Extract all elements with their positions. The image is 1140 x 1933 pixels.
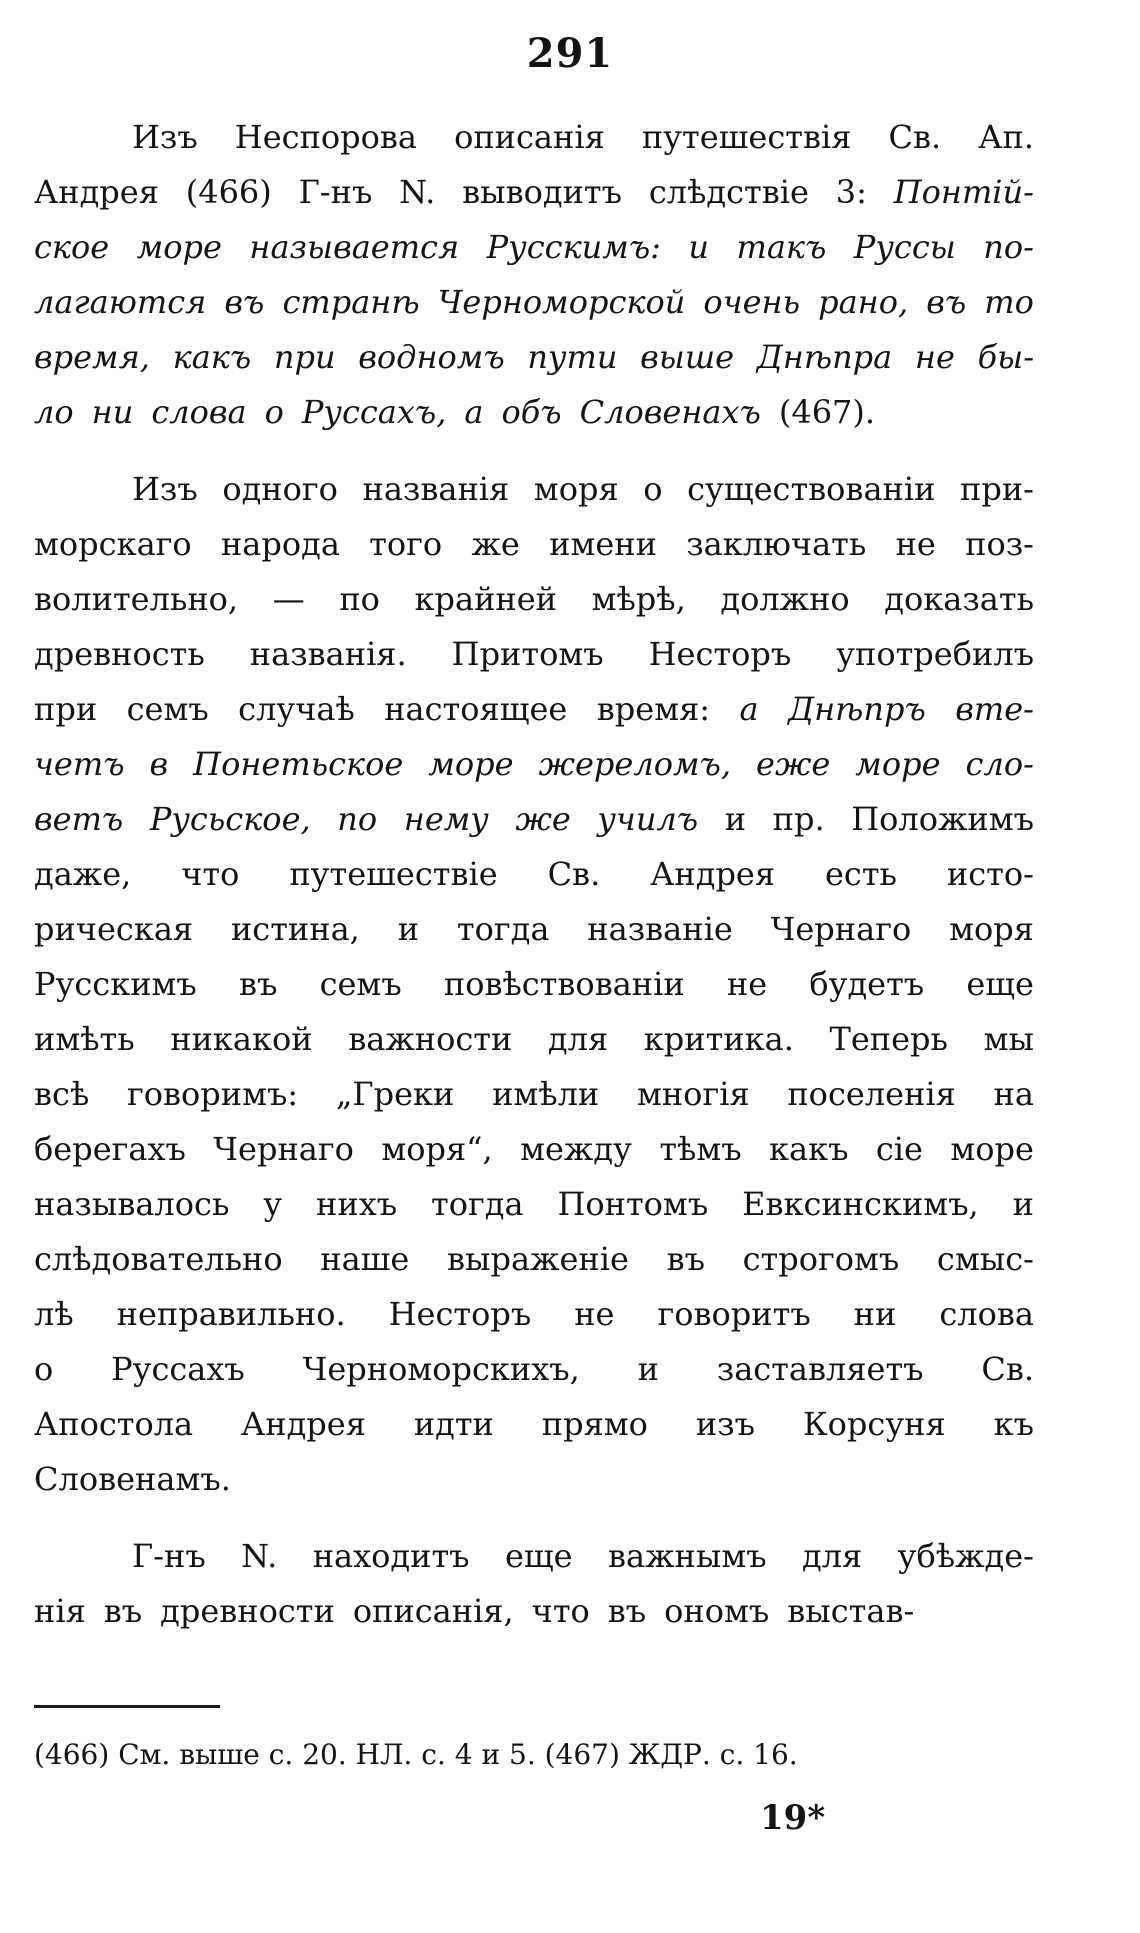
word: лагаются — [34, 283, 207, 321]
word: же — [515, 800, 571, 838]
paragraph-gap — [34, 1507, 1034, 1529]
word: одного — [222, 470, 338, 508]
word: Апостола — [34, 1405, 194, 1443]
word: Руссахъ, — [301, 393, 447, 431]
word: даже, — [34, 855, 132, 893]
word: Днѣпра — [756, 338, 893, 376]
word: рическая — [34, 910, 194, 948]
word: и — [637, 1350, 659, 1388]
word: по — [339, 580, 380, 618]
paragraph — [34, 1529, 1034, 1639]
word: пр. — [772, 800, 825, 838]
word: тогда — [431, 1185, 524, 1223]
word: на — [993, 1075, 1034, 1113]
word: заключать — [686, 525, 867, 563]
word: въ — [607, 1592, 647, 1630]
word: смыс- — [936, 1240, 1034, 1278]
word: что — [531, 1592, 590, 1630]
page-number: 291 — [526, 30, 614, 77]
word: рано, — [818, 283, 909, 321]
word: по- — [983, 228, 1034, 266]
paragraph — [34, 462, 1034, 1507]
text-line — [34, 1067, 1034, 1122]
word: еже — [756, 745, 831, 783]
text-line — [34, 462, 1034, 517]
word: выраженіе — [447, 1240, 629, 1278]
word: между — [520, 1130, 632, 1168]
word: время: — [596, 690, 711, 728]
word: Русьское, — [149, 800, 311, 838]
word: въ — [666, 1240, 705, 1278]
word: выше — [640, 338, 735, 376]
word: сіе — [875, 1130, 923, 1168]
word: убѣжде- — [897, 1537, 1034, 1575]
word: наше — [320, 1240, 410, 1278]
word: неправильно. — [116, 1295, 346, 1333]
word: Положимъ — [851, 800, 1034, 838]
word: тѣмъ — [659, 1130, 742, 1168]
word: при- — [960, 470, 1034, 508]
word: что — [181, 855, 240, 893]
text-line — [34, 517, 1034, 572]
text-line — [34, 682, 1034, 737]
word: не — [726, 965, 768, 1003]
word: о — [264, 393, 284, 431]
word: для — [547, 1020, 609, 1058]
word: N. — [399, 173, 436, 211]
word: для — [802, 1537, 863, 1575]
word: въ — [224, 283, 265, 321]
text-line — [34, 572, 1034, 627]
word: какъ — [768, 1130, 849, 1168]
word: какъ — [172, 338, 252, 376]
word: ское — [34, 228, 110, 266]
word: лѣ — [34, 1295, 74, 1333]
word: Г-нъ — [132, 1537, 206, 1575]
word: описанія — [454, 118, 605, 156]
word: (466) — [185, 173, 272, 211]
word: не — [574, 1295, 615, 1333]
word: народа — [220, 525, 340, 563]
word: мы — [983, 1020, 1034, 1058]
word: Черноморской — [437, 283, 686, 321]
word: Чернаго — [770, 910, 912, 948]
word: и — [688, 228, 709, 266]
word: говоримъ: — [126, 1075, 299, 1113]
word: при — [273, 338, 336, 376]
text-line — [34, 902, 1034, 957]
word: еще — [504, 1537, 573, 1575]
word: пути — [527, 338, 618, 376]
word: имѣть — [34, 1020, 135, 1058]
word: тогда — [456, 910, 550, 948]
word: время, — [34, 338, 150, 376]
word: никакой — [170, 1020, 313, 1058]
footnote-rule — [34, 1705, 220, 1708]
word: должно — [720, 580, 850, 618]
word: того — [369, 525, 443, 563]
word: нихъ — [316, 1185, 398, 1223]
text-line — [34, 330, 1034, 385]
word: ло — [34, 393, 74, 431]
word: идти — [413, 1405, 494, 1443]
word: в — [149, 745, 169, 783]
word: Понетьское — [193, 745, 404, 783]
word: Евксинскимъ, — [742, 1185, 979, 1223]
word: и — [724, 800, 747, 838]
text-line — [34, 1397, 1034, 1452]
text-line — [34, 1529, 1034, 1584]
word: названія. — [249, 635, 407, 673]
word: Теперь — [829, 1020, 948, 1058]
word: Словенахъ — [579, 393, 761, 431]
word: истина, — [230, 910, 360, 948]
word: Ап. — [978, 118, 1034, 156]
word: Чернаго — [213, 1130, 354, 1168]
word: имѣли — [492, 1075, 600, 1113]
word: объ — [501, 393, 562, 431]
word: Св. — [888, 118, 942, 156]
word: доказать — [884, 580, 1034, 618]
signature-mark: 19* — [760, 1798, 826, 1838]
word: есть — [824, 855, 897, 893]
word: при — [34, 690, 98, 728]
word: „Греки — [335, 1075, 455, 1113]
word: Притомъ — [451, 635, 604, 673]
word: крайней — [414, 580, 557, 618]
word: Руссы — [853, 228, 956, 266]
word: Г-нъ — [298, 173, 373, 211]
word: случаѣ — [238, 690, 355, 728]
word: выводитъ — [462, 173, 622, 211]
word: названіе — [587, 910, 733, 948]
word: (467). — [778, 393, 876, 431]
word: ни — [91, 393, 134, 431]
word: Св. — [981, 1350, 1034, 1388]
word: въ — [926, 283, 967, 321]
text-line — [34, 1452, 1034, 1507]
text-line — [34, 792, 1034, 847]
word: говоритъ — [657, 1295, 811, 1333]
word: Корсуня — [802, 1405, 946, 1443]
word: странѣ — [282, 283, 420, 321]
word: училъ — [597, 800, 699, 838]
word: слова — [939, 1295, 1034, 1333]
word: исто- — [946, 855, 1034, 893]
word: волительно, — [34, 580, 239, 618]
word: путешествіе — [289, 855, 498, 893]
word: настоящее — [384, 690, 568, 728]
word: въ — [103, 1592, 143, 1630]
text-line — [34, 275, 1034, 330]
word: семъ — [126, 690, 209, 728]
word: же — [471, 525, 520, 563]
word: Понтій- — [893, 173, 1034, 211]
word: прямо — [541, 1405, 648, 1443]
word: водномъ — [358, 338, 505, 376]
text-line — [34, 385, 1034, 440]
word: нія — [34, 1592, 86, 1630]
word: морскаго — [34, 525, 192, 563]
word: моря“, — [381, 1130, 493, 1168]
word: называлось — [34, 1185, 230, 1223]
word: въ — [238, 965, 278, 1003]
word: — — [272, 580, 305, 618]
word: море — [428, 745, 514, 783]
word: строгомъ — [742, 1240, 900, 1278]
word: къ — [993, 1405, 1034, 1443]
word: древность — [34, 635, 205, 673]
word: о — [643, 470, 663, 508]
word: моря — [949, 910, 1034, 948]
word: то — [984, 283, 1034, 321]
word: а — [739, 690, 759, 728]
word: и — [397, 910, 420, 948]
word: четъ — [34, 745, 125, 783]
word: ономъ — [664, 1592, 770, 1630]
text-line — [34, 220, 1034, 275]
text-line — [34, 1177, 1034, 1232]
word: ни — [853, 1295, 897, 1333]
word: употребилъ — [836, 635, 1034, 673]
word: мѣрѣ, — [591, 580, 686, 618]
word: названія — [362, 470, 510, 508]
word: многія — [636, 1075, 750, 1113]
word: 3: — [835, 173, 867, 211]
word: не — [914, 338, 955, 376]
word: Словенамъ. — [34, 1460, 231, 1498]
body-text — [34, 110, 1034, 1639]
word: будетъ — [809, 965, 925, 1003]
word: выстав- — [787, 1592, 915, 1630]
text-line — [34, 165, 1034, 220]
text-line — [34, 1012, 1034, 1067]
word: слѣдовательно — [34, 1240, 283, 1278]
text-line — [34, 737, 1034, 792]
word: такъ — [736, 228, 827, 266]
footnote: (466) См. выше с. 20. НЛ. с. 4 и 5. (467) ЖДР. с. 16. — [34, 1738, 798, 1771]
word: нему — [403, 800, 489, 838]
text-line — [34, 957, 1034, 1012]
word: Изъ — [132, 470, 198, 508]
word: бы- — [977, 338, 1034, 376]
word: по — [337, 800, 378, 838]
word: моря — [533, 470, 619, 508]
text-line — [34, 110, 1034, 165]
word: путешествія — [641, 118, 852, 156]
word: Черноморскихъ, — [302, 1350, 580, 1388]
text-line — [34, 1584, 1034, 1639]
word: изъ — [695, 1405, 755, 1443]
word: критика. — [643, 1020, 794, 1058]
word: повѣствованіи — [443, 965, 685, 1003]
word: Русскимъ: — [486, 228, 661, 266]
word: ветъ — [34, 800, 124, 838]
word: существованіи — [687, 470, 936, 508]
text-line — [34, 1342, 1034, 1397]
word: Руссахъ — [111, 1350, 245, 1388]
word: важнымъ — [608, 1537, 767, 1575]
word: описанія, — [352, 1592, 514, 1630]
word: всѣ — [34, 1075, 90, 1113]
word: Несторъ — [388, 1295, 532, 1333]
word: древности — [160, 1592, 335, 1630]
text-line — [34, 847, 1034, 902]
word: море — [855, 745, 941, 783]
word: море — [950, 1130, 1034, 1168]
word: заставляетъ — [716, 1350, 924, 1388]
word: море — [136, 228, 222, 266]
word: Изъ — [132, 118, 198, 156]
text-line — [34, 627, 1034, 682]
word: Неспорова — [234, 118, 417, 156]
text-line — [34, 1232, 1034, 1287]
word: слѣдствіе — [648, 173, 809, 211]
word: Св. — [547, 855, 601, 893]
word: Андрея — [650, 855, 776, 893]
word: еще — [966, 965, 1034, 1003]
word: Несторъ — [648, 635, 792, 673]
text-line — [34, 1287, 1034, 1342]
word: N. — [241, 1537, 278, 1575]
word: вте- — [955, 690, 1034, 728]
paragraph — [34, 110, 1034, 440]
word: называется — [249, 228, 460, 266]
word: а — [464, 393, 484, 431]
word: сло- — [965, 745, 1034, 783]
word: Понтомъ — [557, 1185, 709, 1223]
word: берегахъ — [34, 1130, 186, 1168]
word: Андрея — [34, 173, 159, 211]
word: поз- — [965, 525, 1034, 563]
word: поселенія — [787, 1075, 956, 1113]
text-line — [34, 1122, 1034, 1177]
word: о — [34, 1350, 54, 1388]
word: очень — [703, 283, 801, 321]
word: имени — [549, 525, 657, 563]
word: Днѣпръ — [788, 690, 926, 728]
word: Андрея — [241, 1405, 366, 1443]
word: у — [263, 1185, 283, 1223]
word: слова — [151, 393, 247, 431]
word: находитъ — [312, 1537, 470, 1575]
word: жереломъ, — [538, 745, 732, 783]
paragraph-gap — [34, 440, 1034, 462]
word: и — [1012, 1185, 1034, 1223]
word: не — [895, 525, 936, 563]
word: семъ — [319, 965, 402, 1003]
word: Русскимъ — [34, 965, 197, 1003]
word: важности — [348, 1020, 513, 1058]
